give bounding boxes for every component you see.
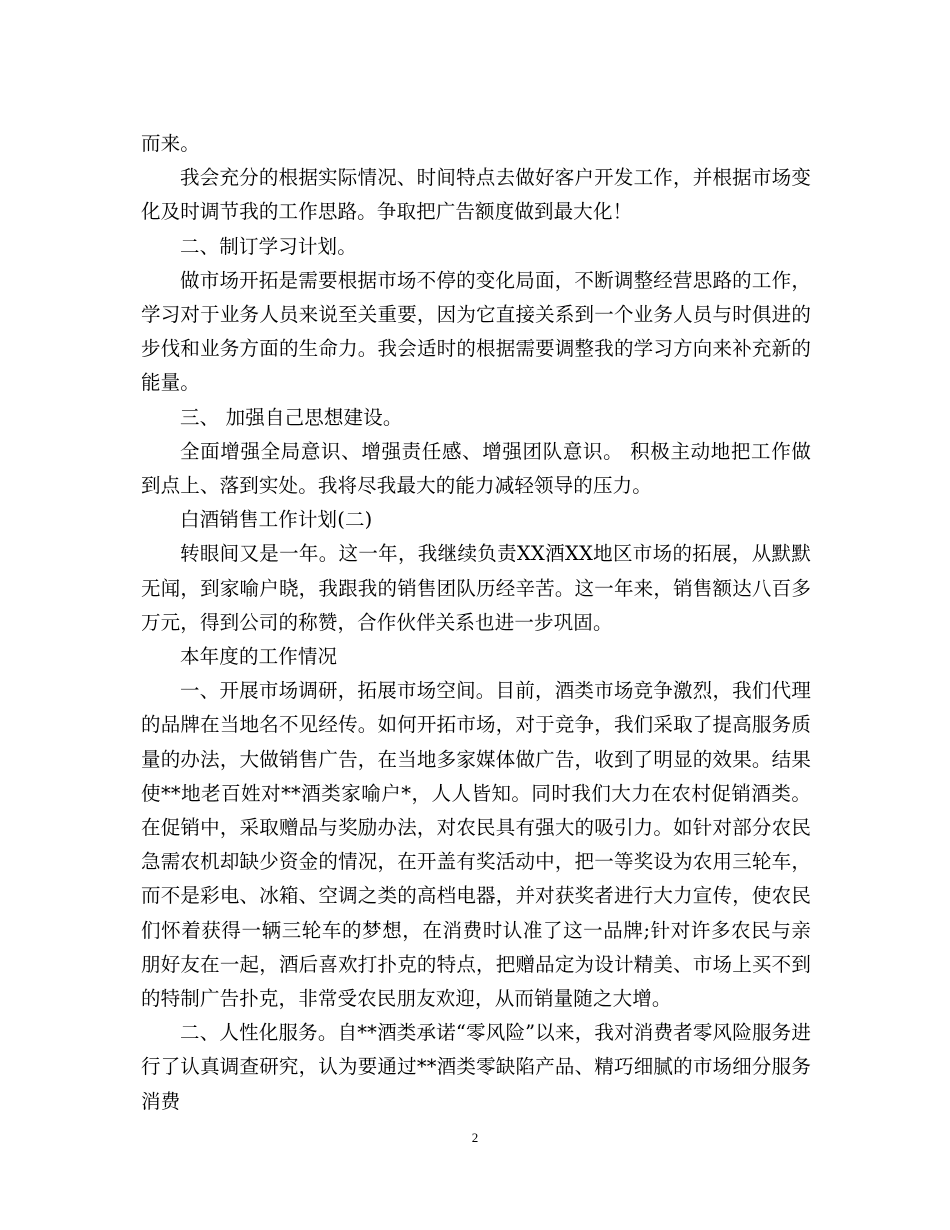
paragraph-humanized-service: 二、人性化服务。自**酒类承诺“零风险”以来，我对消费者零风险服务进行了认真调查研究，认为要通过**酒类零缺陷产品、精巧细腻的市场细分服务消费 (141, 1021, 811, 1113)
page-number: 2 (471, 1130, 479, 1145)
paragraph-year-review: 转眼间又是一年。这一年，我继续负责XX酒XX地区市场的拓展，从默默无闻，到家喻户晓，我跟我的销售团队历经辛苦。这一年来，销售额达八百多万元，得到公司的称赞，合作伙伴关系也进一步巩固。 (141, 542, 811, 634)
heading-work-status: 本年度的工作情况 (180, 645, 338, 669)
paragraph-continuation: 而来。 (141, 132, 200, 155)
paragraph-client-development: 我会充分的根据实际情况、时间特点去做好客户开发工作，并根据市场变化及时调节我的工作思路。争取把广告额度做到最大化！ (141, 166, 811, 224)
paragraph-market-research: 一、开展市场调研，拓展市场空间。目前，酒类市场竞争激烈，我们代理的品牌在当地名不见经传。如何开拓市场，对于竞争，我们采取了提高服务质量的办法，大做销售广告，在当地多家媒体做广告，收到了明显的效果。结果使**地老百姓对**酒类家喻户*，人人皆知。同时我们大力在农村促销酒类。在促销中，采取赠品与奖励办法，对农民具有强大的吸引力。如针对部分农民急需农机却缺少资金的情况，在开盖有奖活动中，把一等奖设为农用三轮车，而不是彩电、冰箱、空调之类的高档电器，并对获奖者进行大力宣传，使农民们怀着获得一辆三轮车的梦想，在消费时认准了这一品牌;针对许多农民与亲朋好友在一起，酒后喜欢打扑克的特点，把赠品定为设计精美、市场上买不到的特制广告扑克，非常受农民朋友欢迎，从而销量随之大增。 (141, 679, 811, 1011)
document-body (141, 127, 811, 1119)
heading-plan-two: 白酒销售工作计划(二) (180, 508, 373, 532)
heading-ideology: 三、 加强自己思想建设。 (180, 405, 403, 429)
heading-study-plan: 二、制订学习计划。 (180, 234, 357, 258)
paragraph-ideology: 全面增强全局意识、增强责任感、增强团队意识。 积极主动地把工作做到点上、落到实处。我将尽我最大的能力减轻领导的压力。 (141, 439, 811, 498)
paragraph-study-plan: 做市场开拓是需要根据市场不停的变化局面，不断调整经营思路的工作，学习对于业务人员来说至关重要，因为它直接关系到一个业务人员与时俱进的步伐和业务方面的生命力。我会适时的根据需要调整我的学习方向来补充新的能量。 (141, 268, 811, 395)
